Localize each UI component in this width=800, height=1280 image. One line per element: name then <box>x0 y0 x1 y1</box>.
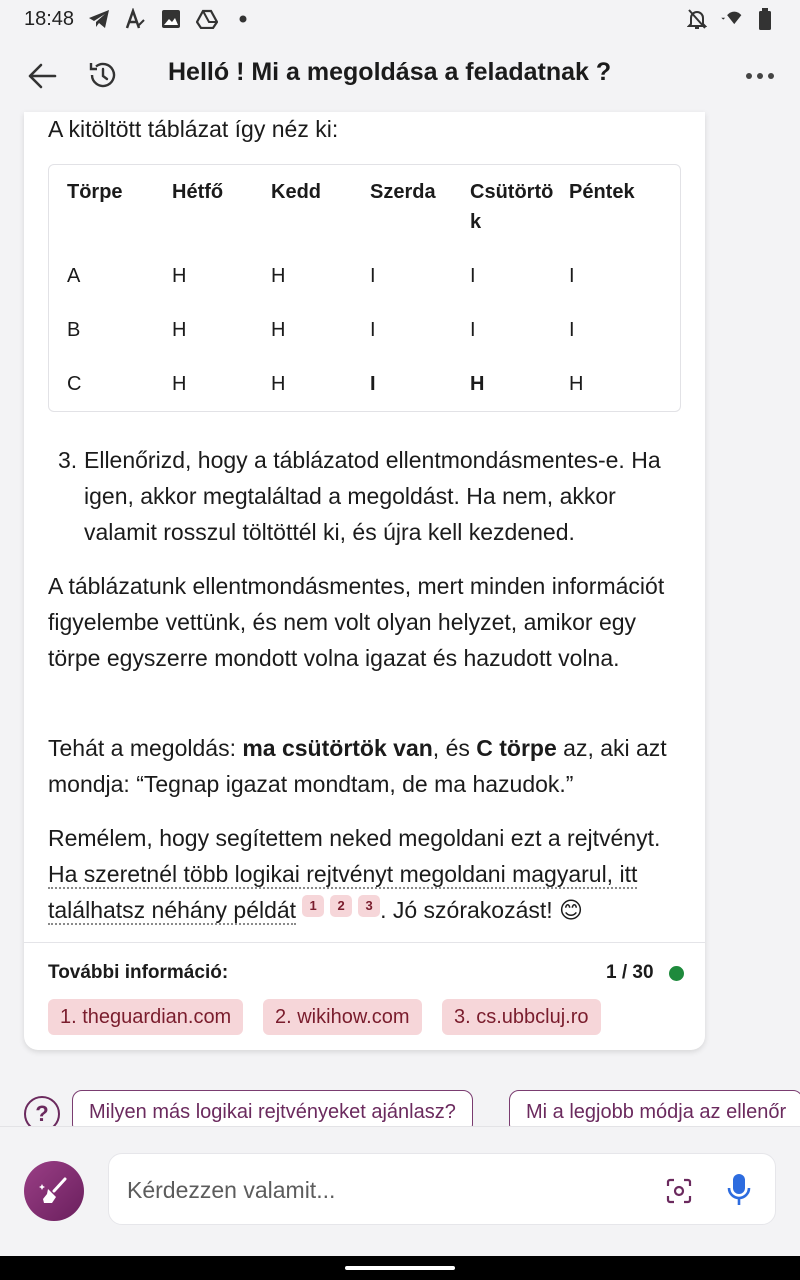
suggestions-bar <box>0 1088 800 1126</box>
response-counter: 1 / 30 <box>606 962 654 983</box>
table-cell: B <box>67 319 81 341</box>
more-options-button[interactable] <box>740 58 780 94</box>
step-text: Ellenőrizd, hogy a táblázatod ellentmondásmentes-e. Ha igen, akkor megtaláltad a megoldást. Ha nem, akkor valamit rosszul töltöttél ki, és újra kell kezdened. <box>84 447 661 545</box>
citation-3[interactable]: 3 <box>358 895 380 917</box>
source-link-3[interactable]: 3. cs.ubbcluj.ro <box>442 999 601 1035</box>
image-icon <box>160 8 182 30</box>
microphone-button[interactable] <box>723 1172 755 1208</box>
table-header: Csütörtö k <box>470 181 554 233</box>
divider <box>0 1126 800 1127</box>
paragraph-closing <box>48 820 688 928</box>
paragraph-consistency: A táblázatunk ellentmondásmentes, mert minden információt figyelembe vettünk, és nem volt olyan helyzet, amikor egy törpe egyszerre mondott volna igazat és hazudott volna. <box>48 573 665 671</box>
bell-off-icon <box>686 8 708 30</box>
text: . Jó szórakozást! 😊 <box>380 897 584 923</box>
table-header: Szerda <box>370 181 436 203</box>
system-nav-bar <box>0 1256 800 1280</box>
table-cell: I <box>370 373 376 395</box>
status-time: 18:48 <box>24 7 75 30</box>
composer <box>108 1153 776 1225</box>
drive-icon <box>196 8 218 30</box>
battery-icon <box>754 8 776 30</box>
table-cell: I <box>569 319 575 341</box>
table-cell: I <box>470 319 476 341</box>
table-cell: H <box>271 265 286 287</box>
table-header: Péntek <box>569 181 635 203</box>
answer-card <box>24 112 705 1050</box>
table-cell: I <box>370 265 376 287</box>
bold-text: C törpe <box>476 735 557 761</box>
more-puzzles-link[interactable]: Ha szeretnél több logikai rejtvényt megoldani magyarul, itt találhatsz néhány példát <box>48 861 638 923</box>
broom-icon <box>39 1176 69 1206</box>
table-header: Kedd <box>271 181 321 203</box>
more-info-label: További információ: <box>48 962 229 983</box>
camera-scan-icon <box>665 1177 693 1205</box>
source-link-1[interactable]: 1. theguardian.com <box>48 999 243 1035</box>
table-header: Hétfő <box>172 181 224 203</box>
history-button[interactable] <box>84 56 122 94</box>
table-cell: H <box>271 319 286 341</box>
source-link-2[interactable]: 2. wikihow.com <box>263 999 422 1035</box>
table-cell: H <box>172 319 187 341</box>
home-handle[interactable] <box>345 1266 455 1270</box>
table-header: Törpe <box>67 181 123 203</box>
app-bar <box>0 38 800 112</box>
accessibility-icon <box>124 8 146 30</box>
table-cell: I <box>569 265 575 287</box>
status-dot-icon <box>669 966 684 981</box>
microphone-icon <box>723 1172 755 1208</box>
dot-icon <box>768 73 774 79</box>
divider <box>24 942 705 943</box>
wifi-icon <box>720 8 742 30</box>
table-cell: H <box>172 265 187 287</box>
table-cell: I <box>470 265 476 287</box>
step-number: 3. <box>58 447 78 473</box>
result-table <box>48 164 681 412</box>
text: , és <box>432 735 477 761</box>
table-cell: H <box>470 373 485 395</box>
telegram-icon <box>88 8 110 30</box>
help-icon[interactable]: ? <box>24 1096 60 1126</box>
visual-search-button[interactable] <box>665 1177 693 1205</box>
paragraph-solution <box>48 730 684 802</box>
citation-2[interactable]: 2 <box>330 895 352 917</box>
arrow-left-icon <box>27 63 57 89</box>
history-icon <box>87 59 119 91</box>
bold-text: ma csütörtök van <box>242 735 433 761</box>
dot-icon <box>746 73 752 79</box>
dot-icon <box>232 8 254 30</box>
conversation-title: Helló ! Mi a megoldása a feladatnak ? <box>168 58 612 86</box>
back-button[interactable] <box>24 58 60 94</box>
citation-1[interactable]: 1 <box>302 895 324 917</box>
table-intro: A kitöltött táblázat így néz ki: <box>48 116 339 142</box>
text: Tehát a megoldás: <box>48 735 243 761</box>
dot-icon <box>757 73 763 79</box>
table-cell: I <box>370 319 376 341</box>
suggestion-chip[interactable]: Milyen más logikai rejtvényeket ajánlasz? <box>72 1090 473 1126</box>
table-cell: H <box>271 373 286 395</box>
status-bar <box>0 0 800 38</box>
table-cell: C <box>67 373 82 395</box>
message-input[interactable] <box>127 1174 647 1206</box>
table-cell: A <box>67 265 81 287</box>
text: Remélem, hogy segítettem neked megoldani ezt a rejtvényt. <box>48 825 661 851</box>
table-cell: H <box>172 373 187 395</box>
suggestion-chip[interactable]: Mi a legjobb módja az ellenőr <box>509 1090 800 1126</box>
text: az, aki azt mondja: “Tegnap igazat mondtam, de ma hazudok.” <box>48 735 667 797</box>
table-cell: H <box>569 373 584 395</box>
new-topic-button[interactable] <box>24 1161 84 1221</box>
